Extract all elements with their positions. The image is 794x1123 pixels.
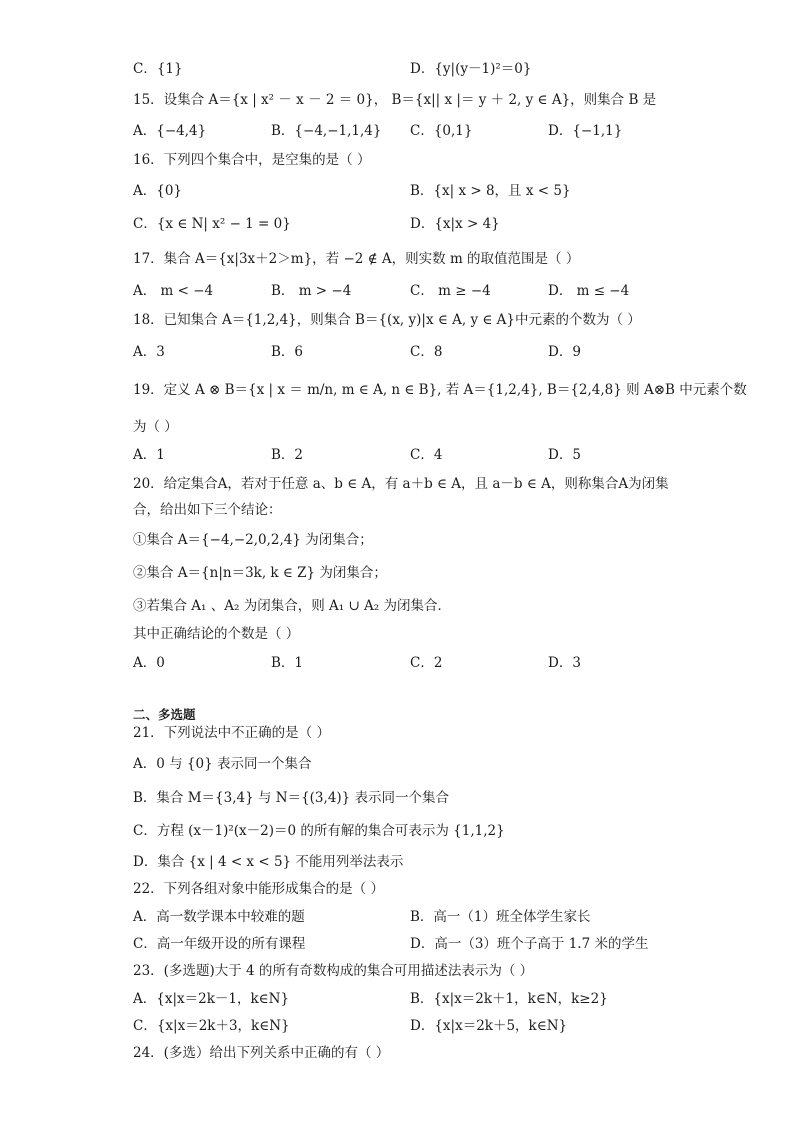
option-d-prev: D．{y|(y－1)²＝0} bbox=[410, 61, 532, 77]
q17-option-d: D． m ≤ −4 bbox=[548, 283, 630, 299]
option-c-prev: C．{1} bbox=[133, 61, 183, 77]
question-20-stem: 20．给定集合A，若对于任意 a、b ∈ A，有 a＋b ∈ A，且 a－b ∈ A，则称集合A为闭集 bbox=[133, 476, 669, 492]
question-16-stem: 16．下列四个集合中，是空集的是（ ） bbox=[133, 152, 371, 168]
q19-option-d: D．5 bbox=[548, 447, 581, 463]
q21-option-b: B．集合 M＝{3,4} 与 N＝{(3,4)} 表示同一个集合 bbox=[133, 790, 450, 806]
q20-option-b: B．1 bbox=[271, 655, 304, 671]
question-20-stem-cont: 合，给出如下三个结论： bbox=[133, 502, 282, 518]
q21-option-d: D．集合 {x | 4 < x < 5} 不能用列举法表示 bbox=[133, 854, 404, 870]
q21-option-a: A．0 与 {0} 表示同一个集合 bbox=[133, 756, 312, 772]
q16-option-b: B．{x| x > 8，且 x < 5} bbox=[410, 183, 571, 199]
q15-option-d: D．{−1,1} bbox=[548, 123, 623, 139]
section-heading: 二、多选题 bbox=[133, 707, 196, 722]
question-19-stem: 19．定义 A ⊗ B＝{x | x ＝ m/n, m ∈ A, n ∈ B}, 若 A＝{1,2,4}, B＝{2,4,8} 则 A⊗B 中元素个数 bbox=[133, 382, 747, 398]
q18-option-d: D．9 bbox=[548, 344, 581, 360]
q16-option-d: D．{x|x > 4} bbox=[410, 216, 500, 232]
q16-option-c: C．{x ∈ N| x² − 1 = 0} bbox=[133, 216, 291, 232]
question-18-stem: 18．已知集合 A＝{1,2,4}，则集合 B＝{(x, y)|x ∈ A, y ∈ A}中元素的个数为（ ） bbox=[133, 312, 641, 328]
q22-option-c: C．高一年级开设的所有课程 bbox=[133, 936, 306, 952]
q15-option-b: B．{−4,−1,1,4} bbox=[271, 123, 382, 139]
q23-option-a: A．{x|x＝2k－1，k∈N} bbox=[133, 991, 290, 1007]
q23-option-c: C．{x|x＝2k＋3，k∈N} bbox=[133, 1018, 290, 1034]
q18-option-c: C．8 bbox=[410, 344, 443, 360]
q19-option-a: A．1 bbox=[133, 447, 165, 463]
q18-option-a: A．3 bbox=[133, 344, 165, 360]
q19-option-c: C．4 bbox=[410, 447, 443, 463]
q20-ask: 其中正确结论的个数是（ ） bbox=[133, 626, 300, 642]
q22-option-b: B．高一（1）班全体学生家长 bbox=[410, 909, 591, 925]
q22-option-d: D．高一（3）班个子高于 1.7 米的学生 bbox=[410, 936, 649, 952]
question-21-stem: 21．下列说法中不正确的是（ ） bbox=[133, 725, 330, 741]
question-17-stem: 17．集合 A＝{x|3x＋2＞m}，若 −2 ∉ A，则实数 m 的取值范围是（ ） bbox=[133, 251, 580, 267]
q20-option-c: C．2 bbox=[410, 655, 443, 671]
q17-option-a: A． m < −4 bbox=[133, 283, 214, 299]
question-22-stem: 22．下列各组对象中能形成集合的是（ ） bbox=[133, 881, 384, 897]
q23-option-d: D．{x|x＝2k＋5，k∈N} bbox=[410, 1018, 568, 1034]
q16-option-a: A．{0} bbox=[133, 183, 183, 199]
question-23-stem: 23．(多选题)大于 4 的所有奇数构成的集合可用描述法表示为（ ） bbox=[133, 963, 534, 979]
q23-option-b: B．{x|x＝2k＋1，k∈N，k≥2} bbox=[410, 991, 608, 1007]
q20-option-d: D．3 bbox=[548, 655, 581, 671]
q17-option-b: B． m > −4 bbox=[271, 283, 352, 299]
q19-option-b: B．2 bbox=[271, 447, 304, 463]
q20-item-2: ②集合 A＝{n|n＝3k, k ∈ Z} 为闭集合； bbox=[133, 565, 387, 581]
question-24-stem: 24．(多选）给出下列关系中正确的有（ ） bbox=[133, 1045, 390, 1061]
q20-option-a: A．0 bbox=[133, 655, 165, 671]
q21-option-c: C．方程 (x－1)²(x－2)＝0 的所有解的集合可表示为 {1,1,2} bbox=[133, 823, 505, 839]
q15-option-a: A．{−4,4} bbox=[133, 123, 207, 139]
q20-item-1: ①集合 A＝{−4,−2,0,2,4} 为闭集合； bbox=[133, 532, 373, 548]
q22-option-a: A．高一数学课本中较难的题 bbox=[133, 909, 305, 925]
question-15-stem: 15．设集合 A＝{x | x² － x － 2 ＝ 0}， B＝{x|| x |＝ y ＋ 2, y ∈ A}，则集合 B 是 bbox=[133, 92, 657, 108]
q20-item-3: ③若集合 A₁ 、A₂ 为闭集合，则 A₁ ∪ A₂ 为闭集合． bbox=[133, 598, 451, 614]
question-19-stem-cont: 为（ ） bbox=[133, 419, 178, 435]
q17-option-c: C． m ≥ −4 bbox=[410, 283, 491, 299]
q18-option-b: B．6 bbox=[271, 344, 304, 360]
q15-option-c: C．{0,1} bbox=[410, 123, 473, 139]
